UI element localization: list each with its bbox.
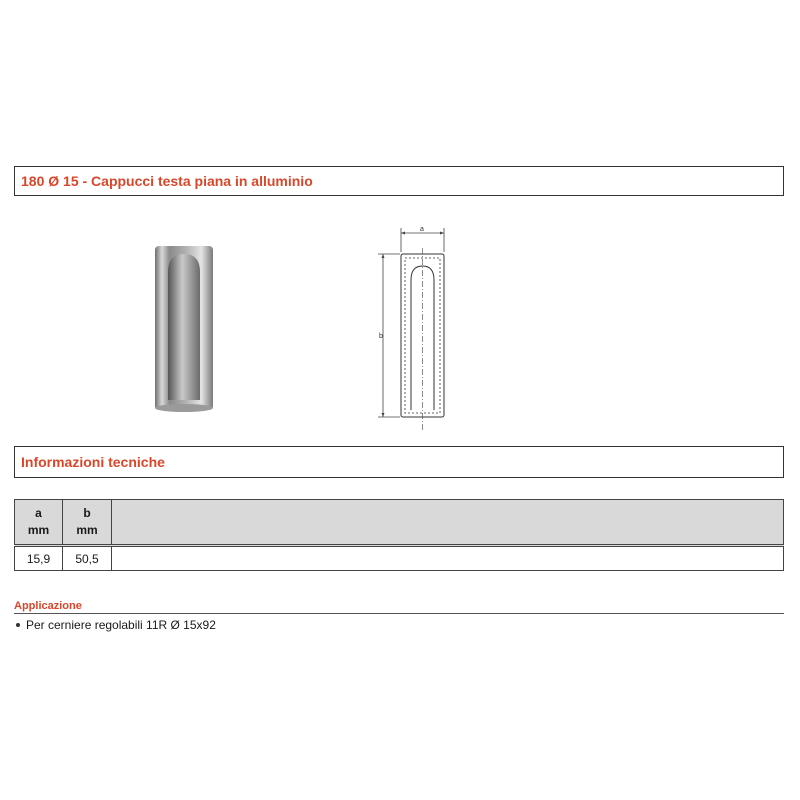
column-header-empty	[112, 500, 784, 546]
table-row	[15, 546, 784, 571]
cell-a-value: 15,9	[15, 546, 63, 571]
product-title-box	[14, 166, 784, 196]
spec-table	[14, 499, 784, 571]
application-label: Applicazione	[14, 600, 82, 612]
product-photo	[150, 240, 220, 415]
bullet-icon	[16, 623, 20, 627]
column-a-unit: mm	[27, 523, 50, 537]
column-header-a	[15, 500, 63, 546]
column-b-unit: mm	[76, 523, 98, 537]
section-header-technical-info	[14, 446, 784, 478]
dimension-a-label: a	[420, 226, 424, 233]
column-header-b	[63, 500, 112, 546]
column-b-name: b	[83, 506, 91, 520]
column-a-name: a	[35, 506, 42, 520]
application-item-text: Per cerniere regolabili 11R Ø 15x92	[26, 618, 216, 632]
table-header-row	[15, 500, 784, 546]
cell-b-value: 50,5	[63, 546, 112, 571]
section-title: Informazioni tecniche	[21, 454, 165, 470]
technical-drawing	[370, 222, 460, 434]
application-divider	[14, 613, 784, 614]
application-list	[14, 618, 216, 632]
dimension-b-label: b	[379, 333, 383, 340]
cell-empty	[112, 546, 784, 571]
list-item	[14, 618, 216, 632]
product-title: 180 Ø 15 - Cappucci testa piana in alluminio	[21, 173, 313, 189]
